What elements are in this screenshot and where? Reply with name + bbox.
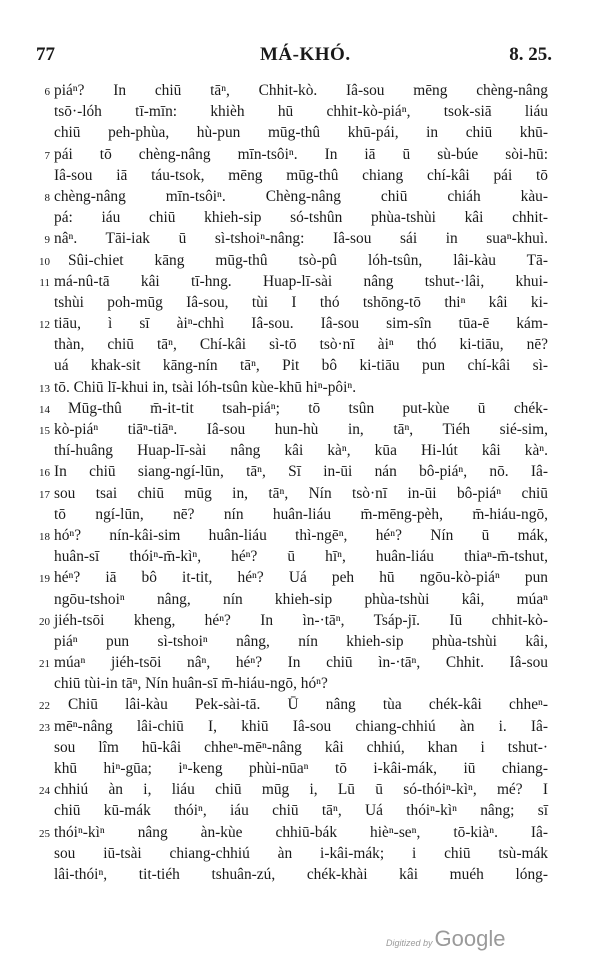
text-line xyxy=(39,461,548,482)
text-line xyxy=(54,292,548,313)
verse-number: 7 xyxy=(44,149,50,162)
line-text: sou lîm hū-kâi chheⁿ-mēⁿ-nâng kâi chhiú, khan i tshut-· xyxy=(54,738,548,756)
line-text: tshùi poh-mūg Iâ-sou, tùi I thó tshōng-tō thiⁿ kâi ki- xyxy=(54,293,548,311)
text-line xyxy=(54,207,548,228)
text-line xyxy=(39,313,548,334)
line-text: In chiū siang-ngí-lūn, tāⁿ, Sī in-ūi nán bô-piáⁿ, nō. Iâ- xyxy=(54,463,548,481)
text-line xyxy=(54,673,548,694)
verse-number: 12 xyxy=(39,319,50,332)
text-line xyxy=(54,864,548,885)
line-text: ngōu-tshoiⁿ nâng, nín khieh-sip phùa-tshùi kâi, múaⁿ xyxy=(54,590,548,608)
text-line xyxy=(54,355,548,376)
text-line xyxy=(54,758,548,779)
page-header xyxy=(36,44,552,68)
text-line xyxy=(54,800,548,821)
text-line xyxy=(39,483,548,504)
line-text: pá: iáu chiū khieh-sip só-tshûn phùa-tshùi kâi chhit- xyxy=(54,209,548,227)
text-line xyxy=(39,271,548,292)
line-text: lâi-thóiⁿ, tit-tiéh tshuân-zú, chék-khài kâi muéh lóng- xyxy=(54,865,548,883)
text-line xyxy=(54,504,548,525)
verse-number: 10 xyxy=(39,255,50,268)
line-text: chiū tùi-in tāⁿ, Nín huân-sī m̄-hiáu-ngō, hóⁿ? xyxy=(54,675,328,693)
line-text: Iâ-sou iā táu-tsok, mēng mūg-thû chiang chí-kâi pái tō xyxy=(54,166,548,184)
text-line xyxy=(39,694,548,715)
line-text: múaⁿ jiéh-tsōi nâⁿ, héⁿ? In chiū ìn-·tāⁿ, Chhit. Iâ-sou xyxy=(54,654,548,672)
text-line xyxy=(54,631,548,652)
text-line xyxy=(39,250,548,271)
verse-number: 15 xyxy=(39,425,50,437)
line-text: jiéh-tsōi kheng, héⁿ? In ìn-·tāⁿ, Tsáp-jī. Iū chhit-kò- xyxy=(54,611,548,629)
text-line xyxy=(39,610,548,631)
line-text: tō. Chiū lī-khui in, tsài lóh-tsûn kùe-khū hiⁿ-pôiⁿ. xyxy=(54,378,357,396)
verse-number: 14 xyxy=(39,403,50,416)
text-line xyxy=(44,228,548,249)
verse-number: 19 xyxy=(39,573,50,586)
line-text: chiū kū-mák thóiⁿ, iáu chiū tāⁿ, Uá thóiⁿ-kìⁿ nâng; sī xyxy=(54,802,548,820)
text-line xyxy=(39,779,548,800)
line-text: héⁿ? iā bô it-tit, héⁿ? Uá peh hū ngōu-kò-piáⁿ pun xyxy=(54,569,548,587)
verse-number: 8 xyxy=(44,191,50,204)
scripture-text xyxy=(39,80,548,885)
text-line xyxy=(39,652,548,673)
text-line xyxy=(39,822,548,843)
verse-number: 11 xyxy=(39,276,50,289)
line-text: sou iū-tsài chiang-chhiú àn i-kâi-mák; i chiū tsù-mák xyxy=(54,844,548,862)
text-line xyxy=(54,440,548,461)
text-line xyxy=(39,525,548,546)
text-line xyxy=(44,186,548,207)
line-text: chèng-nâng mīn-tsôiⁿ. Chèng-nâng chiū chiáh kàu- xyxy=(54,187,548,205)
text-line xyxy=(54,165,548,186)
text-line xyxy=(39,419,548,440)
verse-number: 17 xyxy=(39,488,50,501)
line-text: chhiú àn i, liáu chiū mūg i, Lū ū só-thóiⁿ-kìⁿ, mé? I xyxy=(54,781,548,799)
verse-number: 18 xyxy=(39,530,50,543)
line-text: Mūg-thû m̄-it-tit tsah-piáⁿ; tō tsûn put-kùe ū chék- xyxy=(68,399,548,417)
text-line xyxy=(39,567,548,588)
line-text: chiū peh-phùa, hù-pun mūg-thû khū-pái, in chiū khū- xyxy=(54,124,548,142)
line-text: nâⁿ. Tāi-iak ū sì-tshoiⁿ-nâng: Iâ-sou sái in suaⁿ-khuì. xyxy=(54,230,548,248)
text-line xyxy=(39,716,548,737)
line-text: thóiⁿ-kìⁿ nâng àn-kùe chhiū-bák hièⁿ-seⁿ, tō-kiàⁿ. Iâ- xyxy=(54,823,548,841)
line-text: tō ngí-lūn, nē? nín huân-liáu m̄-mēng-pèh, m̄-hiáu-ngō, xyxy=(54,505,548,523)
line-text: huân-sī thóiⁿ-m̄-kìⁿ, héⁿ? ū hīⁿ, huân-liáu thiaⁿ-m̄-tshut, xyxy=(54,548,548,566)
digitized-watermark xyxy=(386,926,505,952)
text-line xyxy=(54,334,548,355)
verse-number: 9 xyxy=(44,234,50,247)
verse-number: 6 xyxy=(44,86,50,98)
verse-number: 23 xyxy=(39,721,50,734)
line-text: tsō·-lóh tī-mīn: khièh hū chhit-kò-piáⁿ, tsok-siā liáu xyxy=(54,103,548,121)
line-text: piáⁿ? In chiū tāⁿ, Chhit-kò. Iâ-sou mēng chèng-nâng xyxy=(54,82,548,99)
text-line xyxy=(44,144,548,165)
line-text: Sûi-chiet kāng mūg-thû tsò-pû lóh-tsûn, lâi-kàu Tā- xyxy=(68,251,548,269)
digitized-label: Digitized by xyxy=(386,938,433,948)
line-text: hóⁿ? nín-kâi-sim huân-liáu thì-ngēⁿ, héⁿ? Nín ū mák, xyxy=(54,526,548,544)
text-line xyxy=(39,398,548,419)
running-title: MÁ-KHÓ. xyxy=(260,44,351,65)
verse-number: 22 xyxy=(39,700,50,713)
text-line xyxy=(54,122,548,143)
line-text: thàn, chiū tāⁿ, Chí-kâi sì-tō tsò·nī àiⁿ thó ki-tiāu, nē? xyxy=(54,336,548,354)
verse-number: 13 xyxy=(39,382,50,395)
verse-number: 24 xyxy=(39,785,50,798)
chapter-verse-reference: 8. 25. xyxy=(509,44,552,65)
line-text: thí-huâng Huap-lī-sài nâng kâi kàⁿ, kūa Hi-lút kâi kàⁿ. xyxy=(54,442,548,460)
verse-number: 16 xyxy=(39,467,50,480)
line-text: Chiū lâi-kàu Pek-sài-tā. Ū nâng tùa chék-kâi chheⁿ- xyxy=(68,696,548,714)
text-line xyxy=(54,589,548,610)
line-text: piáⁿ pun sì-tshoiⁿ nâng, nín khieh-sip phùa-tshùi kâi, xyxy=(54,632,548,650)
line-text: sou tsai chiū mūg in, tāⁿ, Nín tsò·nī in-ūi bô-piáⁿ chiū xyxy=(54,484,548,502)
line-text: mēⁿ-nâng lâi-chiū I, khiū Iâ-sou chiang-chhiú àn i. Iâ- xyxy=(54,717,548,735)
verse-number: 25 xyxy=(39,827,50,840)
line-text: pái tō chèng-nâng mīn-tsôiⁿ. In iā ū sù-búe sòi-hū: xyxy=(54,145,548,163)
page-number: 77 xyxy=(36,44,55,65)
google-logo: Google xyxy=(434,926,506,951)
line-text: khū hiⁿ-gūa; iⁿ-keng phùi-nūaⁿ tō i-kâi-mák, iū chiang- xyxy=(54,760,548,777)
line-text: kò-piáⁿ tiāⁿ-tiāⁿ. Iâ-sou hun-hù in, tāⁿ, Tiéh sié-sim, xyxy=(54,421,548,438)
text-line xyxy=(44,80,548,101)
text-line xyxy=(54,737,548,758)
line-text: tiāu, ì sī àiⁿ-chhì Iâ-sou. Iâ-sou sim-sîn tūa-ē kám- xyxy=(54,315,548,333)
verse-number: 21 xyxy=(39,658,50,671)
text-line xyxy=(54,843,548,864)
text-line xyxy=(54,546,548,567)
line-text: má-nû-tā kâi tī-hng. Huap-lī-sài nâng tshut-·lâi, khui- xyxy=(54,272,548,290)
verse-number: 20 xyxy=(39,615,50,628)
text-line xyxy=(39,377,548,398)
line-text: uá khak-sit kāng-nín tāⁿ, Pit bô ki-tiāu pun chí-kâi sì- xyxy=(54,357,548,375)
text-line xyxy=(54,101,548,122)
